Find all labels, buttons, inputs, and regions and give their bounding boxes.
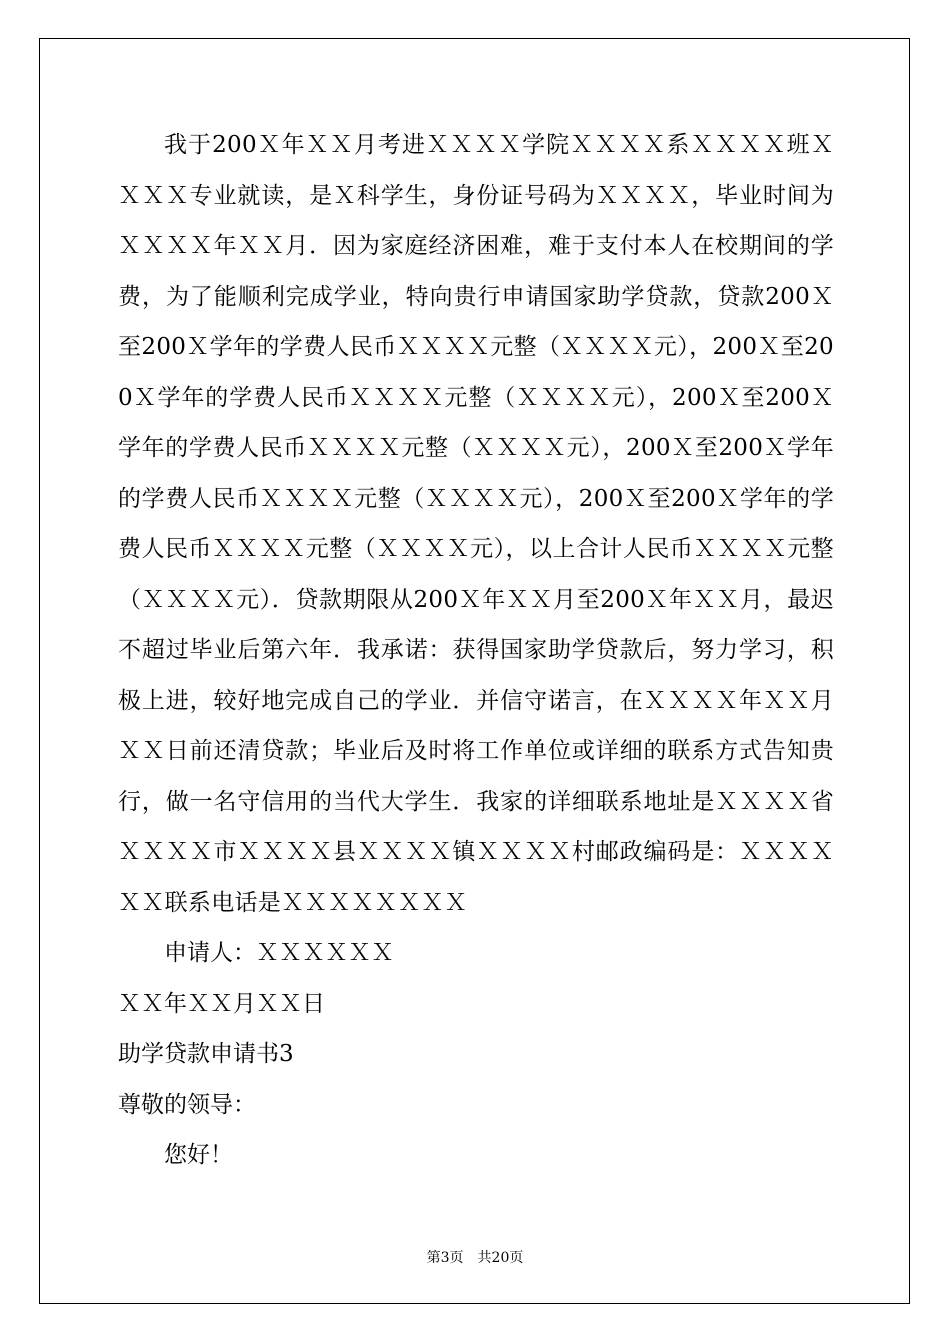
page-total: 共20页 [477, 1250, 524, 1266]
applicant-line: 申请人：ＸＸＸＸＸＸ [164, 940, 394, 966]
document-body [118, 120, 834, 1181]
salutation: 尊敬的领导： [118, 1091, 256, 1118]
date-line: ＸＸ年ＸＸ月ＸＸ日 [118, 990, 325, 1017]
body-paragraph: 我于200Ｘ年ＸＸ月考进ＸＸＸＸ学院ＸＸＸＸ系ＸＸＸＸ班ＸＸＸＸ专业就读，是Ｘ科学生，身份证号码为ＸＸＸＸ，毕业时间为ＸＸＸＸ年ＸＸ月．因为家庭经济困难，难于支付本人在校期间的学费，为了能顺利完成学业，特向贵行申请国家助学贷款，贷款200Ｘ至200Ｘ学年的学费人民币ＸＸＸＸ元整（ＸＸＸＸ元），200Ｘ至200Ｘ学年的学费人民币ＸＸＸＸ元整（ＸＸＸＸ元），200Ｘ至200Ｘ学年的学费人民币ＸＸＸＸ元整（ＸＸＸＸ元），200Ｘ至200Ｘ学年的学费人民币ＸＸＸＸ元整（ＸＸＸＸ元），200Ｘ至200Ｘ学年的学费人民币ＸＸＸＸ元整（ＸＸＸＸ元），以上合计人民币ＸＸＸＸ元整（ＸＸＸＸ元）．贷款期限从200Ｘ年ＸＸ月至200Ｘ年ＸＸ月，最迟不超过毕业后第六年．我承诺：获得国家助学贷款后，努力学习，积极上进，较好地完成自己的学业．并信守诺言，在ＸＸＸＸ年ＸＸ月ＸＸ日前还清贷款；毕业后及时将工作单位或详细的联系方式告知贵行，做一名守信用的当代大学生．我家的详细联系地址是ＸＸＸＸ省ＸＸＸＸ市ＸＸＸＸ县ＸＸＸＸ镇ＸＸＸＸ村邮政编码是：ＸＸＸＸＸＸ联系电话是ＸＸＸＸＸＸＸＸ [118, 132, 834, 916]
page-footer [0, 1249, 950, 1267]
page-number: 第3页 [426, 1250, 464, 1266]
section-title: 助学贷款申请书3 [118, 1041, 294, 1067]
greeting: 您好！ [164, 1142, 233, 1168]
